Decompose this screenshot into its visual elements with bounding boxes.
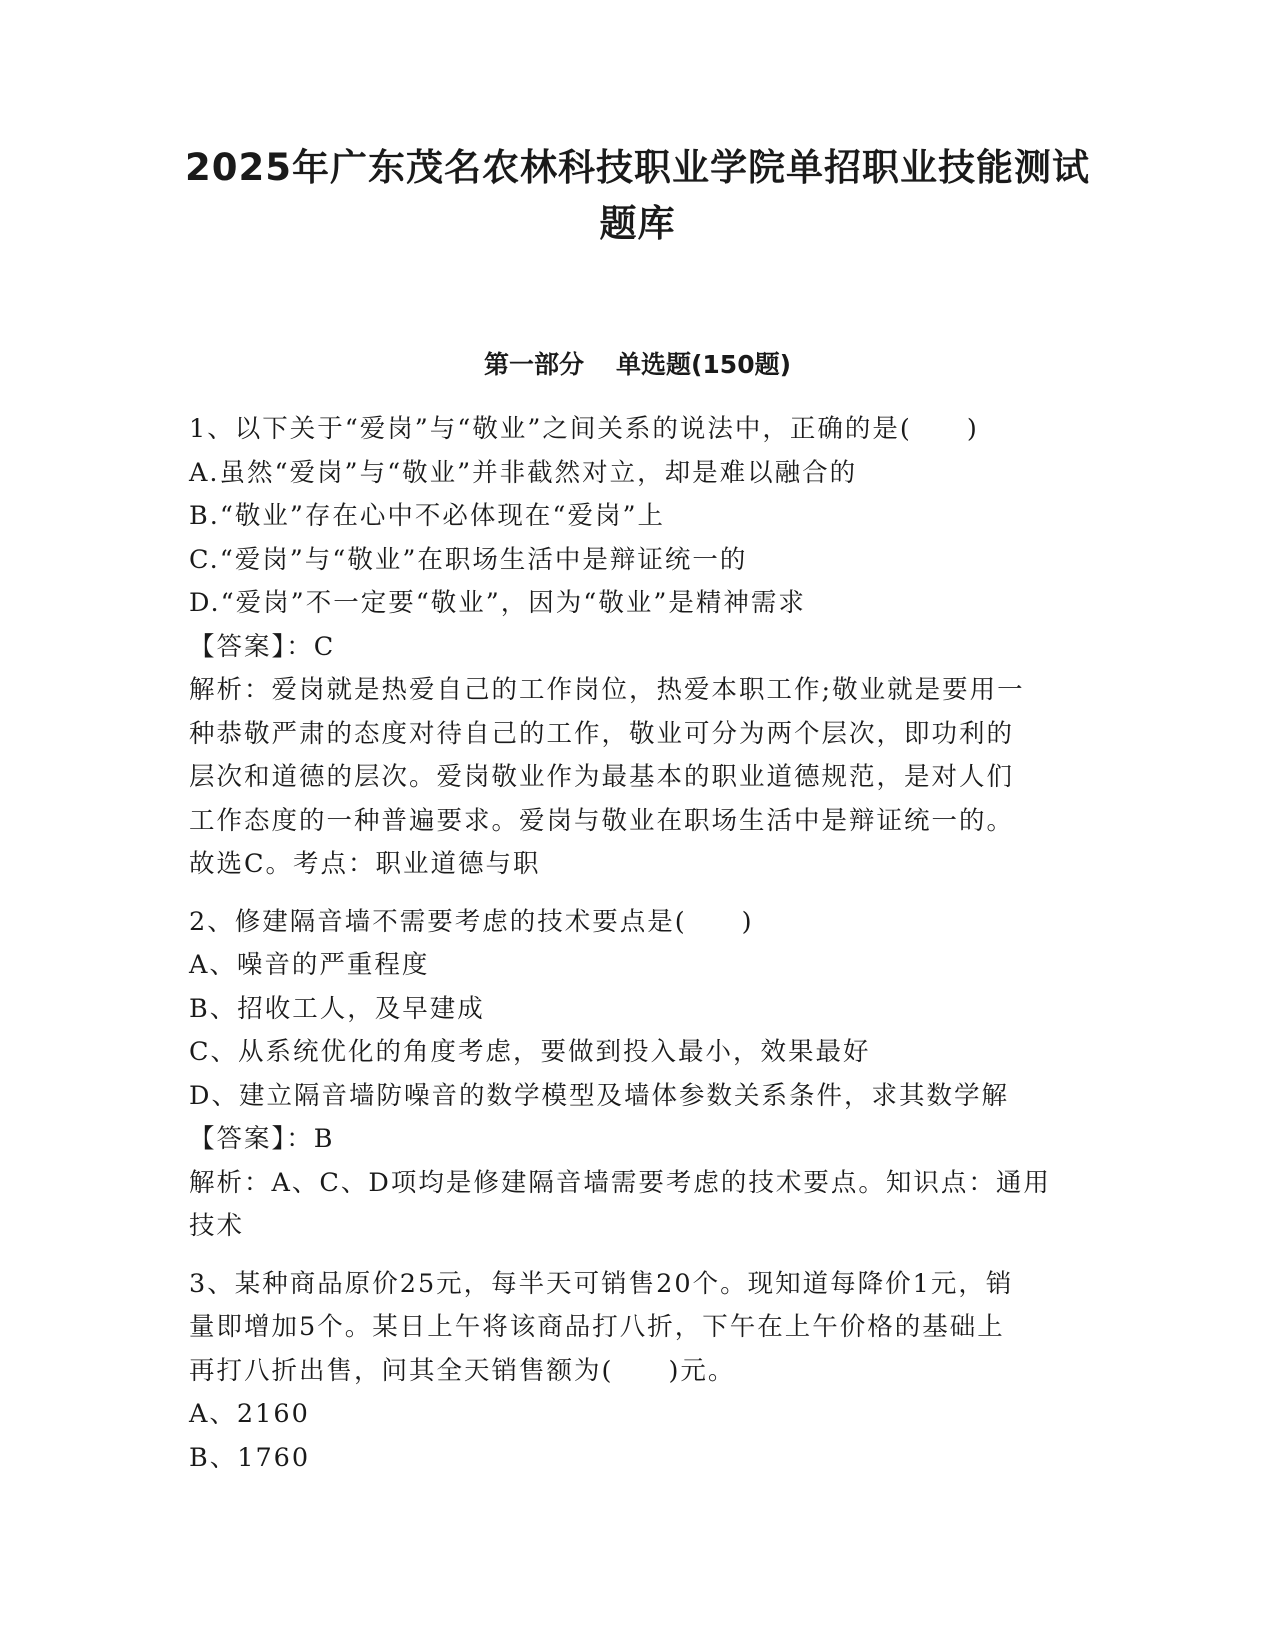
analysis-line: 工作态度的一种普遍要求。爱岗与敬业在职场生活中是辩证统一的。: [189, 805, 1015, 836]
answer-value: ：C: [286, 631, 336, 662]
question-1: [189, 408, 1089, 887]
analysis-line: 技术: [189, 1211, 245, 1241]
question-stem: 3、某种商品原价25元，每半天可销售20个。现知道每降价1元，销: [189, 1268, 1014, 1299]
question-option-b: B、招收工人，及早建成: [189, 993, 485, 1024]
section-name: 单选题(150题): [615, 350, 792, 379]
question-option-d: D、建立隔音墙防噪音的数学模型及墙体参数关系条件，求其数学解: [189, 1080, 1009, 1111]
analysis-line: 故选C。考点：职业道德与职: [189, 849, 541, 879]
question-option-c: C、从系统优化的角度考虑，要做到投入最小，效果最好: [189, 1037, 871, 1067]
document-title: [150, 140, 1125, 252]
answer-label: 【答案】: [189, 1124, 287, 1154]
question-stem: 量即增加5个。某日上午将该商品打八折，下午在上午价格的基础上: [189, 1312, 1005, 1342]
question-2: [189, 901, 1089, 1249]
question-stem: 再打八折出售，问其全天销售额为( )元。: [189, 1355, 736, 1386]
question-list: [189, 408, 1089, 1494]
document-title-line-1: 2025年广东茂名农林科技职业学院单招职业技能测试: [185, 146, 1090, 189]
section-part: 第一部分: [483, 350, 584, 379]
analysis-line: 种恭敬严肃的态度对待自己的工作，敬业可分为两个层次，即功利的: [189, 718, 1015, 749]
question-option-a: A.虽然“爱岗”与“敬业”并非截然对立，却是难以融合的: [189, 457, 858, 488]
question-stem: 1、以下关于“爱岗”与“敬业”之间关系的说法中，正确的是( ): [189, 414, 979, 444]
question-option-b: B、1760: [189, 1442, 311, 1473]
question-stem: 2、修建隔音墙不需要考虑的技术要点是( ): [189, 906, 754, 937]
analysis-line: 解析：A、C、D项均是修建隔音墙需要考虑的技术要点。知识点：通用: [189, 1167, 1051, 1198]
answer-value: ：B: [286, 1124, 335, 1154]
question-option-b: B.“敬业”存在心中不必体现在“爱岗”上: [189, 501, 665, 531]
answer-line: [189, 626, 1089, 670]
analysis-line: 解析：爱岗就是热爱自己的工作岗位，热爱本职工作;敬业就是要用一: [189, 675, 1025, 705]
question-option-a: A、2160: [189, 1399, 310, 1429]
answer-line: [189, 1118, 1089, 1162]
analysis-line: 层次和道德的层次。爱岗敬业作为最基本的职业道德规范，是对人们: [189, 762, 1015, 792]
document-title-line-2: 题库: [599, 202, 676, 245]
question-option-c: C.“爱岗”与“敬业”在职场生活中是辩证统一的: [189, 544, 748, 575]
question-option-a: A、噪音的严重程度: [189, 950, 430, 980]
question-option-d: D.“爱岗”不一定要“敬业”，因为“敬业”是精神需求: [189, 588, 806, 618]
question-3: [189, 1263, 1089, 1481]
section-title: [150, 347, 1125, 383]
answer-label: 【答案】: [189, 631, 287, 662]
